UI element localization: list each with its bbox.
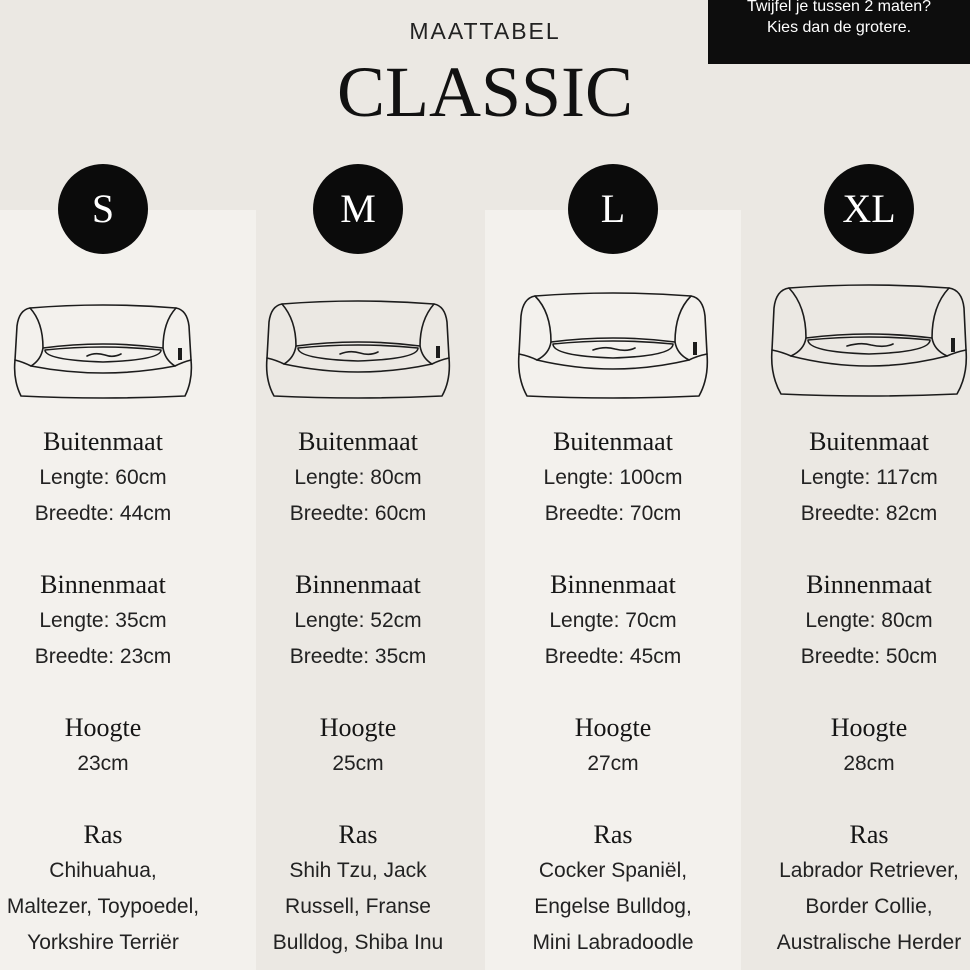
dog-bed-illustration-s [0, 300, 231, 404]
inner-size-heading: Binnenmaat [550, 570, 676, 599]
inner-size-heading: Binnenmaat [295, 570, 421, 599]
breed-line: Mini Labradoodle [532, 931, 694, 954]
size-badge: S [58, 164, 148, 254]
inner-length: Lengte: 80cm [805, 609, 933, 632]
outer-width: Breedte: 44cm [34, 502, 172, 525]
outer-length: Lengte: 117cm [800, 466, 938, 489]
breed-line: Engelse Bulldog, [534, 895, 692, 918]
outer-width: Breedte: 82cm [800, 502, 938, 525]
outer-width: Breedte: 70cm [544, 502, 682, 525]
breed-line: Labrador Retriever, [779, 859, 959, 882]
breed-line: Cocker Spaniël, [538, 859, 688, 882]
height-heading: Hoogte [319, 713, 397, 742]
dog-bed-illustration-xl [741, 280, 970, 402]
outer-size-heading: Buitenmaat [298, 427, 418, 456]
breed-heading: Ras [83, 820, 123, 849]
outer-length: Lengte: 60cm [39, 466, 167, 489]
size-badge: M [313, 164, 403, 254]
outer-size-heading: Buitenmaat [553, 427, 673, 456]
breed-line: Maltezer, Toypoedel, [6, 895, 200, 918]
inner-size-heading: Binnenmaat [40, 570, 166, 599]
size-advice-line-2: Kies dan de grotere. [766, 19, 912, 36]
height-heading: Hoogte [64, 713, 142, 742]
inner-width: Breedte: 23cm [34, 645, 172, 668]
outer-length: Lengte: 80cm [294, 466, 422, 489]
breed-line: Russell, Franse [285, 895, 431, 918]
breed-heading: Ras [593, 820, 633, 849]
size-column-l [485, 0, 741, 970]
page-subtitle: MAATTABEL [409, 18, 561, 44]
breed-heading: Ras [338, 820, 378, 849]
size-badge: L [568, 164, 658, 254]
outer-width: Breedte: 60cm [289, 502, 427, 525]
size-column-s [0, 0, 231, 970]
size-column-m [230, 0, 486, 970]
page-title: CLASSIC [336, 52, 634, 132]
outer-size-heading: Buitenmaat [809, 427, 929, 456]
inner-width: Breedte: 50cm [800, 645, 938, 668]
height-value: 23cm [77, 752, 129, 775]
inner-length: Lengte: 35cm [39, 609, 167, 632]
breed-line: Border Collie, [805, 895, 933, 918]
height-value: 27cm [587, 752, 639, 775]
breed-line: Chihuahua, [49, 859, 157, 882]
outer-length: Lengte: 100cm [543, 466, 683, 489]
breed-line: Yorkshire Terriër [27, 931, 179, 954]
size-advice-line-1: Twijfel je tussen 2 maten? [746, 0, 932, 15]
breed-line: Bulldog, Shiba Inu [272, 931, 444, 954]
dog-bed-illustration-l [485, 288, 741, 404]
breed-line: Australische Herder [776, 931, 962, 954]
inner-width: Breedte: 45cm [544, 645, 682, 668]
dog-bed-illustration-m [230, 296, 486, 404]
size-badge: XL [824, 164, 914, 254]
inner-width: Breedte: 35cm [289, 645, 427, 668]
inner-size-heading: Binnenmaat [806, 570, 932, 599]
height-heading: Hoogte [830, 713, 908, 742]
breed-heading: Ras [849, 820, 889, 849]
outer-size-heading: Buitenmaat [43, 427, 163, 456]
height-heading: Hoogte [574, 713, 652, 742]
inner-length: Lengte: 52cm [294, 609, 422, 632]
height-value: 28cm [843, 752, 895, 775]
breed-line: Shih Tzu, Jack [289, 859, 427, 882]
inner-length: Lengte: 70cm [549, 609, 677, 632]
size-column-xl [741, 0, 970, 970]
height-value: 25cm [332, 752, 384, 775]
